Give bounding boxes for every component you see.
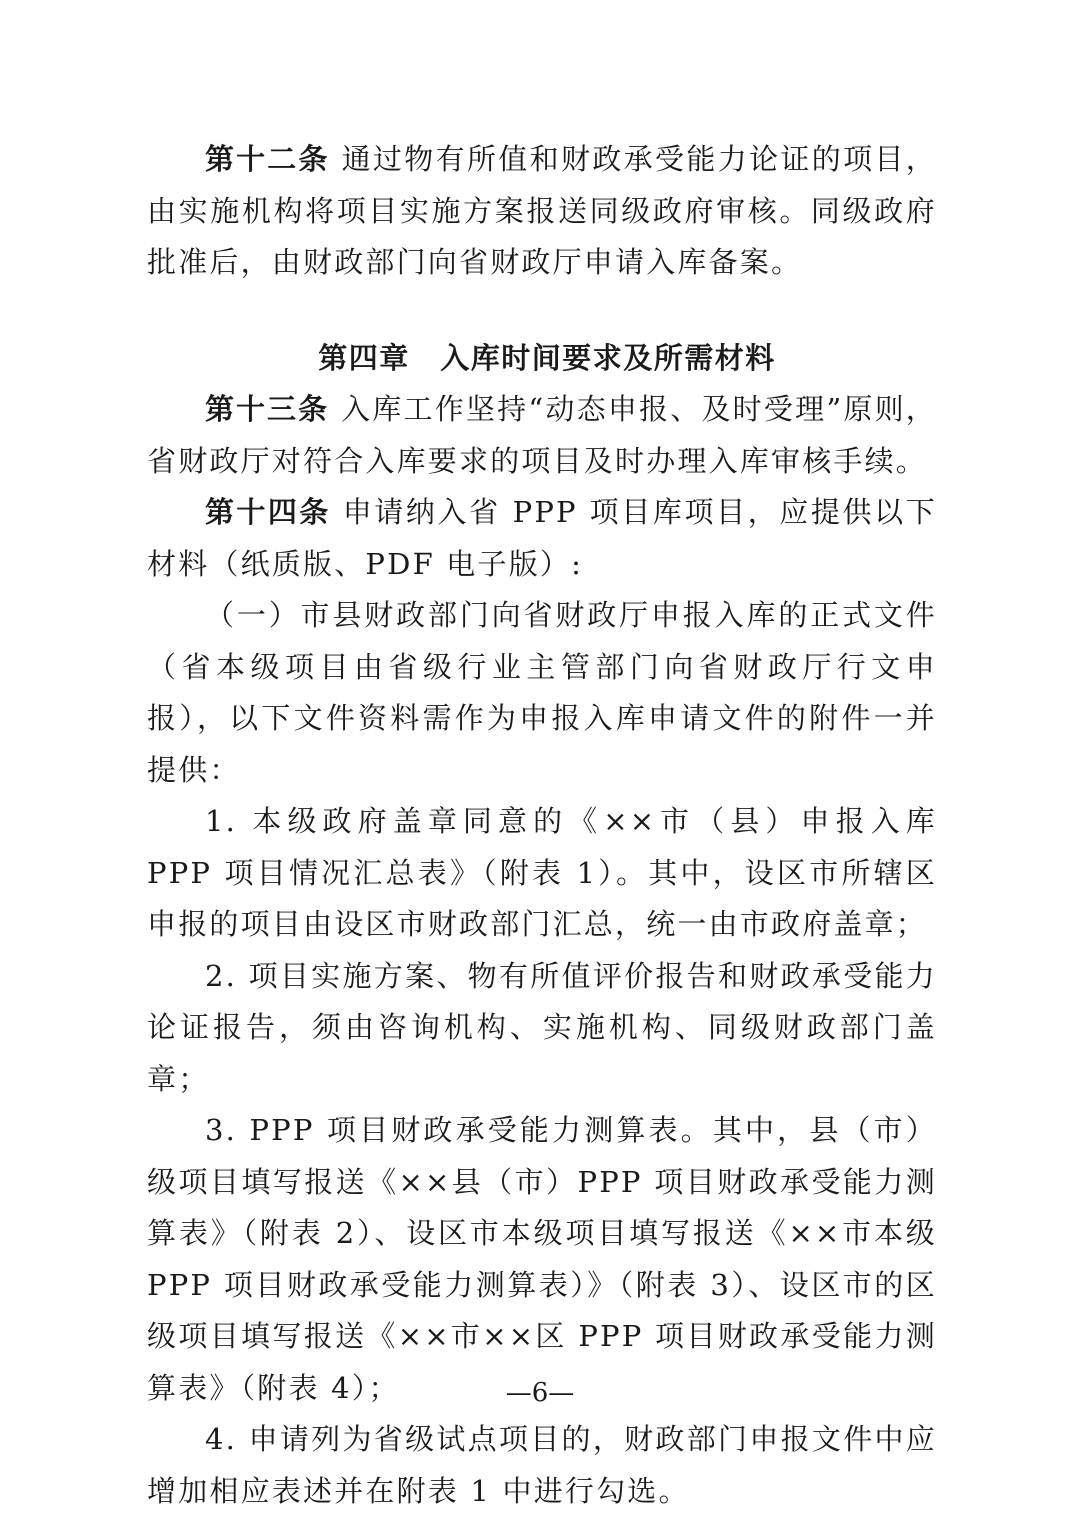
sub-item-4: 4. 申请列为省级试点项目的，财政部门申报文件中应增加相应表述并在附表 1 中进行勾选。 (147, 1422, 937, 1508)
sub-item-3: 3. PPP 项目财政承受能力测算表。其中，县（市）级项目填写报送《××县（市）PPP 项目财政承受能力测算表》（附表 2）、设区市本级项目填写报送《××市本级 PPP 项目财政承受能力测算表）》（附表 3）、设区市的区级项目填写报送《××市××区 PPP 项目财政承受能力测算表》（附表 4）； (147, 1113, 937, 1405)
article-13-heading: 第十三条 (205, 392, 330, 426)
chapter-4-title: 第四章 入库时间要求及所需材料 (318, 340, 776, 375)
article-14-text: 申请纳入省 PPP 项目库项目，应提供以下材料（纸质版、PDF 电子版）: (147, 495, 937, 581)
article-14 (147, 487, 937, 590)
sub-item-2: 2. 项目实施方案、物有所值评价报告和财政承受能力论证报告，须由咨询机构、实施机构、同级财政部门盖章； (147, 958, 937, 1096)
article-12-heading: 第十二条 (205, 142, 330, 176)
article-12 (147, 134, 937, 289)
article-13-text: 入库工作坚持“动态申报、及时受理”原则，省财政厅对符合入库要求的项目及时办理入库审核手续。 (147, 392, 937, 478)
article-14-heading: 第十四条 (205, 495, 331, 529)
page-number: —6— (505, 1378, 575, 1408)
sub-item-1: 1. 本级政府盖章同意的《××市（县）申报入库 PPP 项目情况汇总表》（附表 1）。其中，设区市所辖区申报的项目由设区市财政部门汇总，统一由市政府盖章； (147, 804, 937, 941)
article-12-text: 通过物有所值和财政承受能力论证的项目，由实施机构将项目实施方案报送同级政府审核。同级政府批准后，由财政部门向省财政厅申请入库备案。 (147, 142, 937, 279)
item-1-paragraph: （一）市县财政部门向省财政厅申报入库的正式文件（省本级项目由省级行业主管部门向省财政厅行文申报），以下文件资料需作为申报入库申请文件的附件一并提供： (147, 598, 937, 787)
document-page (147, 134, 937, 1517)
article-13 (147, 384, 937, 487)
